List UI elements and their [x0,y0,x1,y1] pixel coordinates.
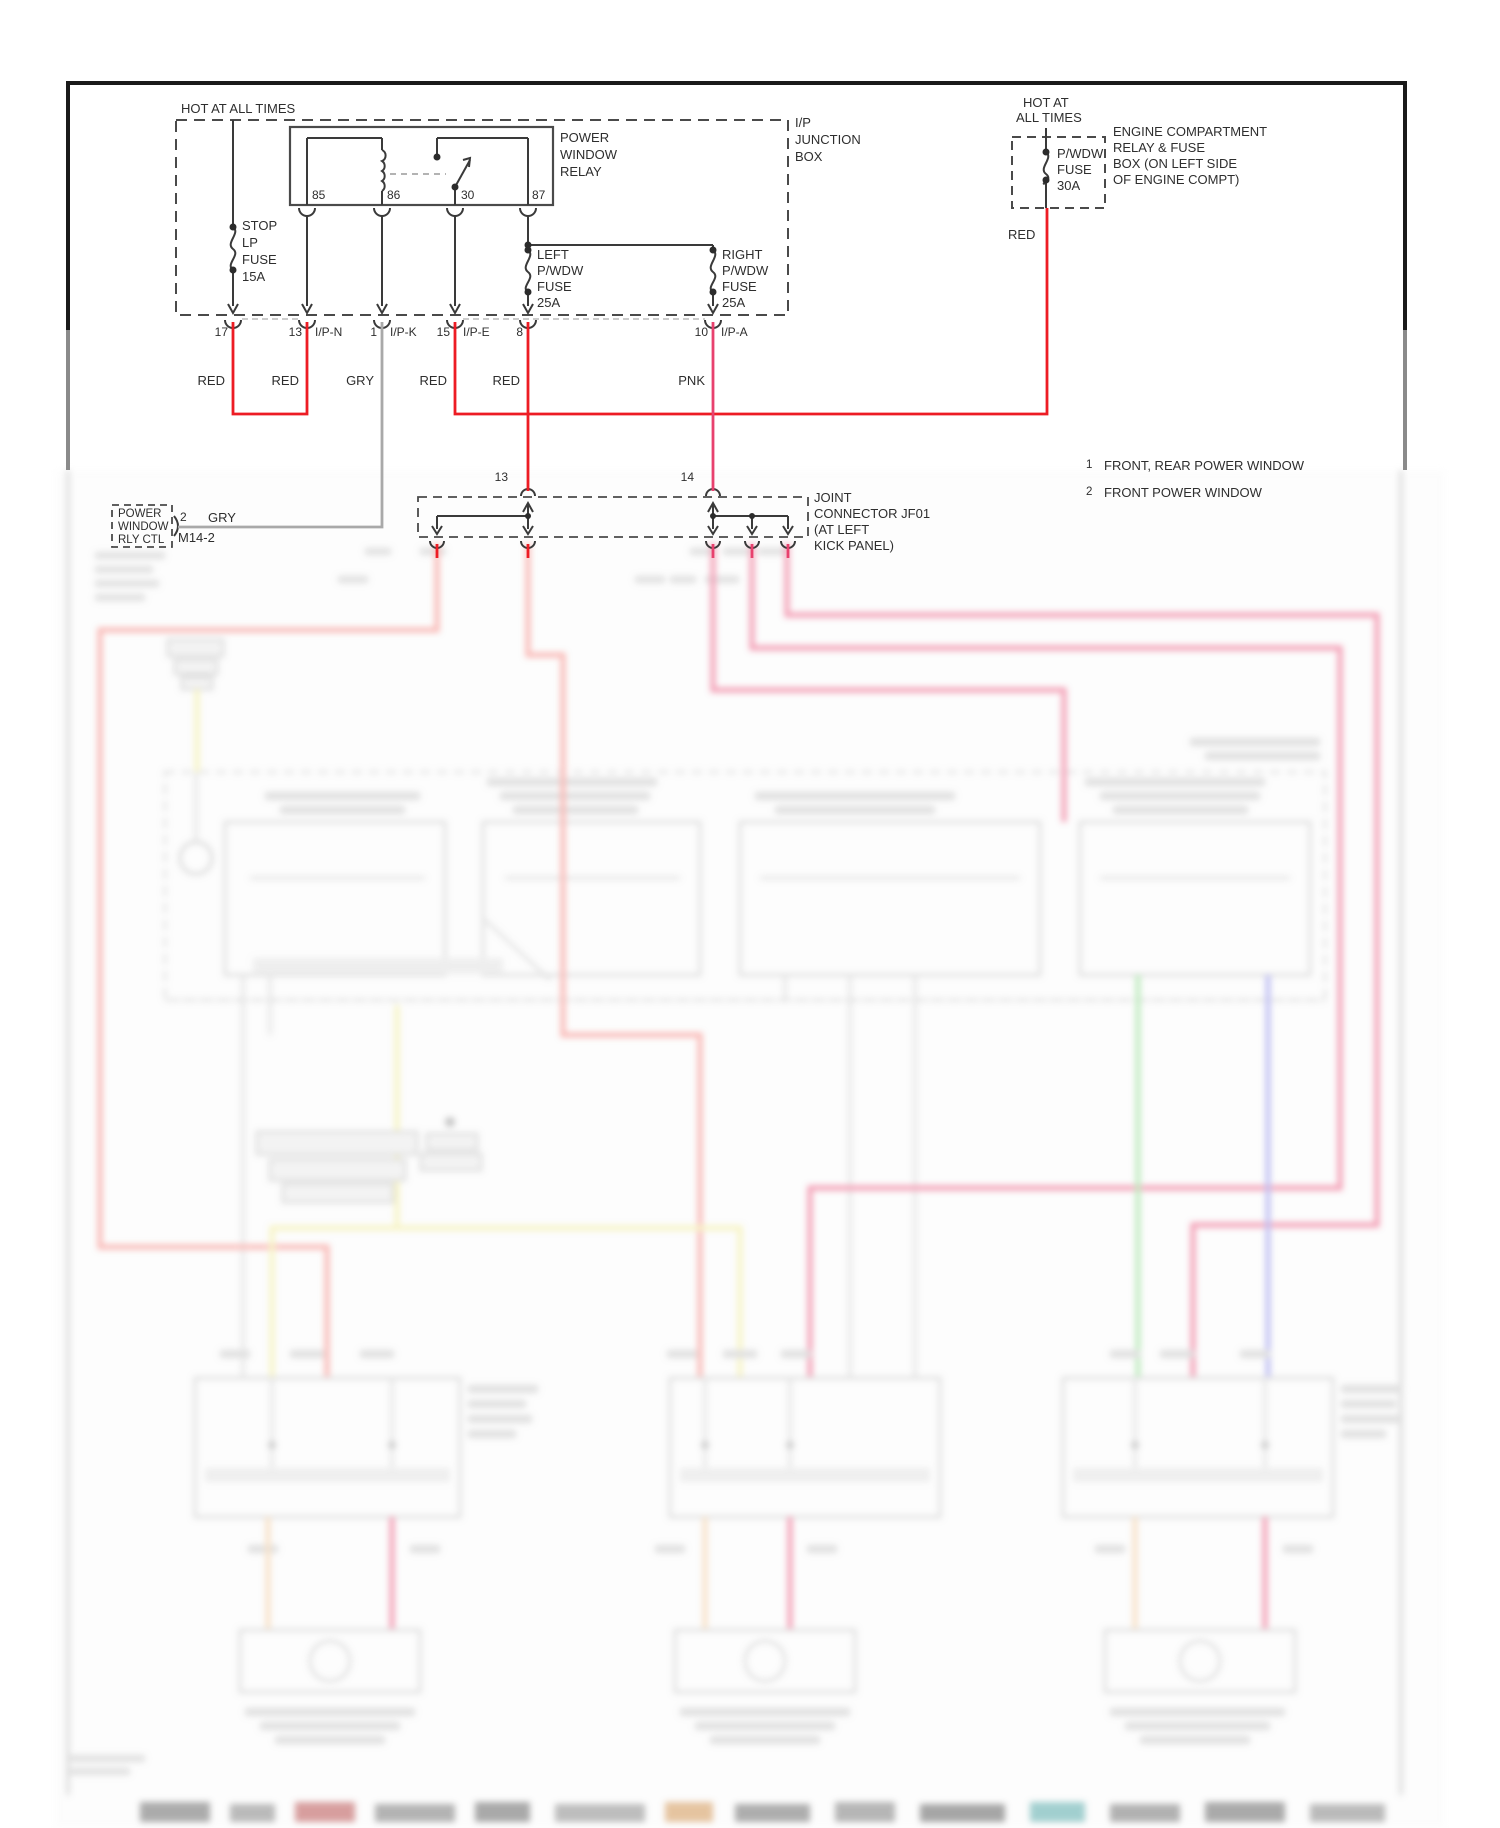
pin-8: 8 [516,325,523,339]
pin-13-name: I/P-N [315,325,343,339]
relay-pin-86: 86 [387,188,401,202]
pin-10-name: I/P-A [721,325,748,339]
black-wiring [174,120,1048,548]
legend-2-text: FRONT POWER WINDOW [1104,485,1262,500]
wire-color-red-4: RED [492,373,520,388]
rly-ctl-connector: M14-2 [178,530,215,545]
legend-1-num: 1 [1086,459,1093,471]
pin-1-name: I/P-K [390,325,417,339]
legend-1-text: FRONT, REAR POWER WINDOW [1104,458,1305,473]
jc-pin-14: 14 [680,470,694,484]
wire-color-red-1: RED [197,373,225,388]
relay-pin-30: 30 [461,188,475,202]
wire-gry-rly-ctl [178,322,382,527]
hot-at-all-times-left: HOT AT ALL TIMES [181,101,296,116]
wire-color-red-3: RED [419,373,447,388]
rly-ctl-pin: 2 [180,510,187,524]
wire-red-engine-feed [455,208,1047,414]
relay-coil-symbol [382,150,386,191]
jc-pin-13: 13 [494,470,508,484]
pin-1: 1 [370,325,377,339]
wiring-diagram-page: HOT AT ALL TIMES STOP LP FUSE 15A POWER WINDOW RELAY 85 86 30 87 I/P JUNCTION BOX LEFT P/WDW FUSE 25A RIGHT P/WDW FUSE 25A HOT AT ALL TIMES P/WDW FUSE 30A ENGINE COMPARTMENT RELAY & FUSE BOX (ON LEFT SIDE OF ENGINE COMPT) RED 17 13 I/P-N 1 I/P-K 15 I/P-E 8 10 I/P-A RED RED GRY RED RED PNK POWER WINDOW RLY CTL 2 GRY M14-2 13 14 JOINT CONNECTOR JF01 (AT LEFT KICK PANEL) 1 FRONT, REAR POWER WINDOW 2 FRONT POWER WINDOW [0,0,1500,1828]
wire-color-pnk: PNK [678,373,705,388]
engine-wire-color-label: RED [1008,227,1036,242]
legend-2-num: 2 [1086,486,1093,498]
relay-switch-arm [455,160,470,187]
pin-15: 15 [436,325,450,339]
relay-pin-87: 87 [532,188,546,202]
pin-13: 13 [288,325,302,339]
pin-10: 10 [694,325,708,339]
right-fuse-squiggle [711,250,716,292]
stop-fuse-squiggle [231,227,236,270]
pin-15-name: I/P-E [463,325,490,339]
relay-pin-85: 85 [312,188,326,202]
pin-17: 17 [214,325,228,339]
wire-color-gry: GRY [346,373,374,388]
rly-ctl-wire-color: GRY [208,510,236,525]
left-fuse-squiggle [526,250,531,292]
wire-color-red-2: RED [271,373,299,388]
